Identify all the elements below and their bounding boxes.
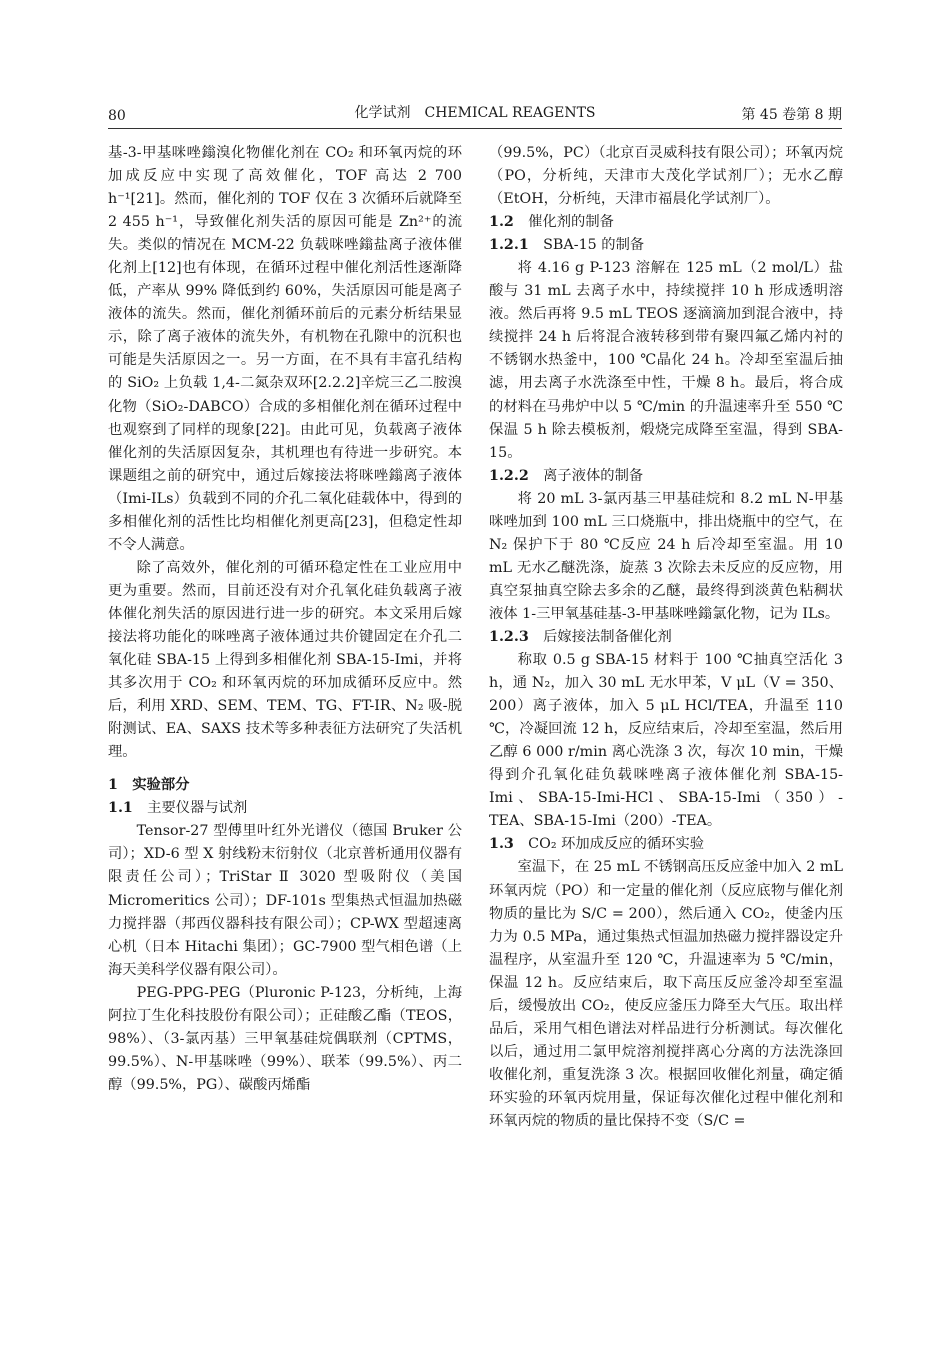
ionic-liquid-paragraph: 将 20 mL 3-氯丙基三甲基硅烷和 8.2 mL N-甲基咪唑加到 100 mL 三口烧瓶中，排出烧瓶中的空气，在 N₂ 保护下于 80 ℃反应 24 h 后冷却至室温。用 10 mL 无水乙醚洗涤，旋蒸 3 次除去未反应的反应物，用真空泵抽真空除去多余的乙醚，最终得到淡黄色粘稠状液体 1-三甲氧基硅基-3-甲基咪唑鎓氯化物，记为 ILs。 (489, 490, 843, 622)
section-1-1-heading (108, 797, 462, 820)
catalyst-paragraph: 称取 0.5 g SBA-15 材料于 100 ℃抽真空活化 3 h，通 N₂，加入 30 mL 无水甲苯，V μL（V = 350、200）离子液体，加入 5 μL HCl/TEA，升温至 110 ℃，冷凝回流 12 h，反应结束后，冷却至室温，然后用乙醇 6 000 r/min 离心洗涤 3 次，每次 10 min，干燥得到介孔氧化硅负载咪唑离子液体催化剂 SBA-15-Imi、SBA-15-Imi-HCl、SBA-15-Imi（350）-TEA、SBA-15-Imi（200）-TEA。 (489, 652, 843, 830)
section-title: 实验部分 (132, 777, 190, 794)
page-number: 80 (108, 108, 126, 124)
section-1-2-heading (489, 211, 843, 234)
section-title: 后嫁接法制备催化剂 (543, 628, 672, 645)
right-column (489, 142, 843, 1133)
section-1-heading (108, 774, 462, 797)
section-1-3-heading (489, 833, 843, 856)
cycle-experiment-paragraph: 室温下，在 25 mL 不锈钢高压反应釜中加入 2 mL 环氧丙烷（PO）和一定量的催化剂（反应底物与催化剂物质的量比为 S/C = 200），然后通入 CO₂，使釜内压力为 0.5 MPa，通过集热式恒温加热磁力搅拌器设定升温程序，从室温升至 120 ℃，升温速率为 5 ℃/min，保温 12 h。反应结束后，取下高压反应釜冷却至室温后，缓慢放出 CO₂，使反应釜压力降至大气压。取出样品后，采用气相色谱法对样品进行分析测试。每次催化以后，通过用二氯甲烷溶剂搅拌离心分离的方法洗涤回收催化剂，重复洗涤 3 次。根据回收催化剂量，确定循环实验的环氧丙烷用量，保证每次催化过程中催化剂和环氧丙烷的物质的量比保持不变（S/C = (489, 859, 843, 1129)
section-1-2-3-heading (489, 626, 843, 649)
section-title: 主要仪器与试剂 (147, 800, 248, 817)
sba15-paragraph: 将 4.16 g P-123 溶解在 125 mL（2 mol/L）盐酸与 31 mL 去离子水中，持续搅拌 10 h 形成透明溶液。然后再将 9.5 mL TEOS 逐滴滴加到混合液中，持续搅拌 24 h 后将混合液转移到带有聚四氟乙烯内衬的不锈钢水热釜中，100 ℃晶化 24 h。冷却至室温后抽滤，用去离子水洗涤至中性，干燥 8 h。最后，将合成的材料在马弗炉中以 5 ℃/min 的升温速率升至 550 ℃保温 5 h 除去模板剂，煅烧完成降至室温，得到 SBA-15。 (489, 260, 843, 461)
instruments-paragraph: Tensor-27 型傅里叶红外光谱仪（德国 Bruker 公司）；XD-6 型 X 射线粉末衍射仪（北京普析通用仪器有限责任公司）；TriStar Ⅱ 3020 型吸附仪（美国 Micromeritics 公司）；DF-101s 型集热式恒温加热磁力搅拌器（邦西仪器科技有限公司）；CP-WX 型超速离心机（日本 Hitachi 集团）；GC-7900 型气相色谱（上海天美科学仪器有限公司）。 (108, 823, 462, 978)
left-column (108, 142, 462, 1097)
section-number: 1.2.2 (489, 467, 529, 484)
reagents-paragraph: PEG-PPG-PEG（Pluronic P-123，分析纯，上海阿拉丁生化科技股份有限公司）；正硅酸乙酯（TEOS，98%）、（3-氯丙基）三甲氧基硅烷偶联剂（CPTMS，99.5%）、N-甲基咪唑（99%）、联苯（99.5%）、丙二醇（99.5%，PG）、碳酸丙烯酯 (108, 984, 462, 1093)
section-title: SBA-15 的制备 (543, 237, 645, 254)
section-title: 催化剂的制备 (528, 214, 614, 231)
section-title: 离子液体的制备 (543, 467, 644, 484)
intro-paragraph-1: 基-3-甲基咪唑鎓溴化物催化剂在 CO₂ 和环氧丙烷的环加成反应中实现了高效催化，TOF 高达 2 700 h⁻¹[21]。然而，催化剂的 TOF 仅在 3 次循环后就降至 2 455 h⁻¹，导致催化剂失活的原因可能是 Zn²⁺的流失。类似的情况在 MCM-22 负载咪唑鎓盐离子液体催化剂上[12]也有体现，在循环过程中催化剂活性逐渐降低，产率从 99% 降低到约 60%，失活原因可能是离子液体的流失。然而，催化剂循环前后的元素分析结果显示，除了离子液体的流失外，有机物在孔隙中的沉积也可能是失活原因之一。另一方面，在不具有丰富孔结构的 SiO₂ 上负载 1,4-二氮杂双环[2.2.2]辛烷三乙二胺溴化物（SiO₂-DABCO）合成的多相催化剂在循环过程中也观察到了同样的现象[22]。由此可见，负载离子液体催化剂的失活原因复杂，其机理也有待进一步研究。本课题组之前的研究中，通过后嫁接法将咪唑鎓离子液体（Imi-ILs）负载到不同的介孔二氧化硅载体中，得到的多相催化剂的活性比均相催化剂更高[23]，但稳定性却不令人满意。 (108, 145, 462, 553)
section-number: 1.2 (489, 214, 514, 231)
section-1-2-2-heading (489, 465, 843, 488)
section-number: 1.2.1 (489, 237, 529, 254)
section-number: 1.3 (489, 836, 514, 853)
reagents-continued: （99.5%，PC）（北京百灵威科技有限公司）；环氧丙烷（PO，分析纯，天津市大茂化学试剂厂）；无水乙醇（EtOH，分析纯，天津市福晨化学试剂厂）。 (489, 145, 843, 208)
journal-title: 化学试剂 CHEMICAL REAGENTS (354, 105, 596, 121)
section-1-2-1-heading (489, 234, 843, 257)
header-rule (108, 128, 842, 129)
volume-issue: 第 45 卷第 8 期 (741, 107, 842, 123)
running-header (108, 102, 842, 124)
section-number: 1.2.3 (489, 628, 529, 645)
section-number: 1.1 (108, 800, 133, 817)
section-title: CO₂ 环加成反应的循环实验 (528, 836, 705, 853)
section-number: 1 (108, 777, 118, 794)
intro-paragraph-2: 除了高效外，催化剂的可循环稳定性在工业应用中更为重要。然而，目前还没有对介孔氧化硅负载离子液体催化剂失活的原因进行进一步的研究。本文采用后嫁接法将功能化的咪唑离子液体通过共价键固定在介孔二氧化硅 SBA-15 上得到多相催化剂 SBA-15-Imi，并将其多次用于 CO₂ 和环氧丙烷的环加成循环反应中。然后，利用 XRD、SEM、TEM、TG、FT-IR、N₂ 吸-脱附测试、EA、SAXS 技术等多种表征方法研究了失活机理。 (108, 559, 462, 761)
